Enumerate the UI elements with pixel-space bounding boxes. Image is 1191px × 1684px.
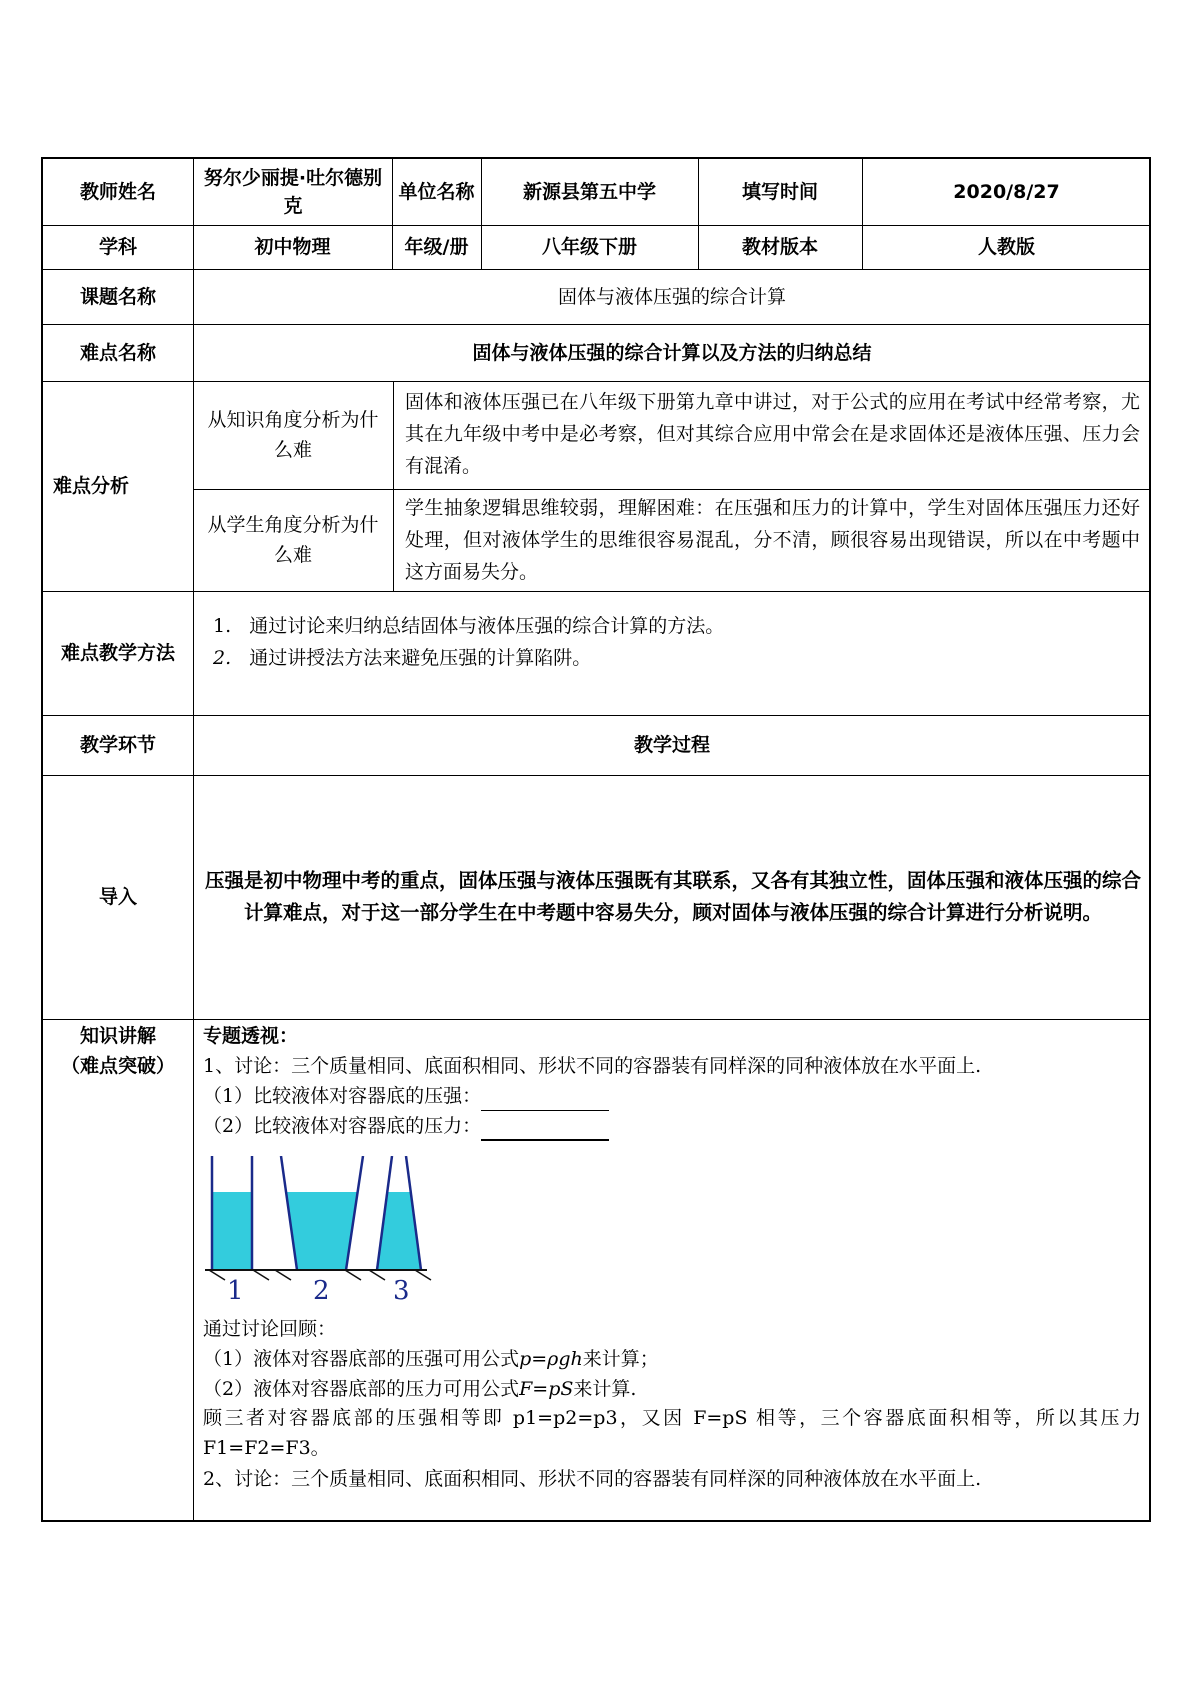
review-item-2: （2）液体对容器底部的压力可用公式F=pS来计算. [203, 1378, 637, 1400]
pressure-formula: p=ρgh [519, 1348, 583, 1370]
answer-blank[interactable] [481, 1090, 609, 1111]
intro-label: 导入 [98, 886, 137, 908]
question-2: 2、讨论：三个质量相同、底面积相同、形状不同的容器装有同样深的同种液体放在水平面上. [203, 1468, 982, 1490]
date-label: 填写时间 [741, 181, 818, 203]
question-1a: （1）比较液体对容器底的压强： [203, 1081, 609, 1111]
figure-label-2: 2 [313, 1276, 330, 1302]
grade-label: 年级/册 [404, 236, 469, 258]
unit-label: 单位名称 [398, 181, 475, 203]
knowledge-angle-label: 从知识角度分析为什么难 [207, 409, 379, 461]
lesson-plan-table [41, 157, 1151, 1522]
liquid-1 [212, 1192, 252, 1270]
method-label: 难点教学方法 [60, 642, 175, 664]
subject-label: 学科 [98, 236, 137, 258]
teacher-label: 教师姓名 [79, 181, 156, 203]
student-angle-text: 学生抽象逻辑思维较弱，理解困难：在压强和压力的计算中，学生对固体压强压力还好处理，但对液体学生的思维很容易混乱，分不清，顾很容易出现错误，所以在中考题中这方面易失分。 [405, 497, 1140, 583]
teacher-name: 努尔少丽提·吐尔德别克 [203, 167, 383, 217]
question-1b: （2）比较液体对容器底的压力： [203, 1111, 609, 1141]
containers-figure [205, 1156, 437, 1302]
figure-label-3: 3 [393, 1276, 410, 1302]
knowledge-label: 知识讲解 [79, 1025, 156, 1047]
process-title: 教学过程 [633, 734, 710, 756]
process-stage-label: 教学环节 [79, 734, 156, 756]
answer-blank[interactable] [481, 1119, 609, 1141]
edition-value: 人教版 [977, 236, 1035, 258]
edition-label: 教材版本 [741, 236, 818, 258]
student-angle-label: 从学生角度分析为什么难 [207, 514, 379, 566]
topic-value: 固体与液体压强的综合计算 [557, 285, 786, 308]
review-heading: 通过讨论回顾： [203, 1318, 337, 1340]
force-formula: F=pS [519, 1378, 574, 1400]
conclusion-text: 顾三者对容器底部的压强相等即 p1=p2=p3，又因 F=pS 相等，三个容器底面积相等，所以其压力F1=F2=F3。 [203, 1407, 1141, 1459]
method-item: 2. 通过讲授法方法来避免压强的计算陷阱。 [213, 647, 592, 669]
difficulty-value: 固体与液体压强的综合计算以及方法的归纳总结 [472, 341, 872, 364]
unit-name: 新源县第五中学 [522, 181, 656, 203]
method-item: 1. 通过讨论来归纳总结固体与液体压强的综合计算的方法。 [213, 615, 725, 637]
question-1: 1、讨论：三个质量相同、底面积相同、形状不同的容器装有同样深的同种液体放在水平面上. [203, 1055, 982, 1077]
review-item-1: （1）液体对容器底部的压强可用公式p=ρgh来计算； [203, 1348, 659, 1370]
grade-value: 八年级下册 [541, 236, 637, 258]
knowledge-sublabel: （难点突破） [60, 1055, 175, 1077]
liquid-3 [377, 1192, 421, 1270]
intro-text: 压强是初中物理中考的重点，固体压强与液体压强既有其联系，又各有其独立性，固体压强和液体压强的综合计算难点，对于这一部分学生在中考题中容易失分，顾对固体与液体压强的综合计算进行分析说明。 [204, 869, 1141, 924]
figure-label-1: 1 [227, 1276, 244, 1302]
analysis-label: 难点分析 [53, 475, 130, 497]
knowledge-angle-text: 固体和液体压强已在八年级下册第九章中讲过，对于公式的应用在考试中经常考察，尤其在九年级中考中是必考察，但对其综合应用中常会在是求固体还是液体压强、压力会有混淆。 [405, 391, 1140, 477]
date-value: 2020/8/27 [953, 181, 1060, 203]
difficulty-label: 难点名称 [79, 341, 156, 364]
topic-label: 课题名称 [79, 285, 156, 308]
section-heading: 专题透视： [203, 1025, 299, 1047]
subject-value: 初中物理 [254, 236, 331, 258]
